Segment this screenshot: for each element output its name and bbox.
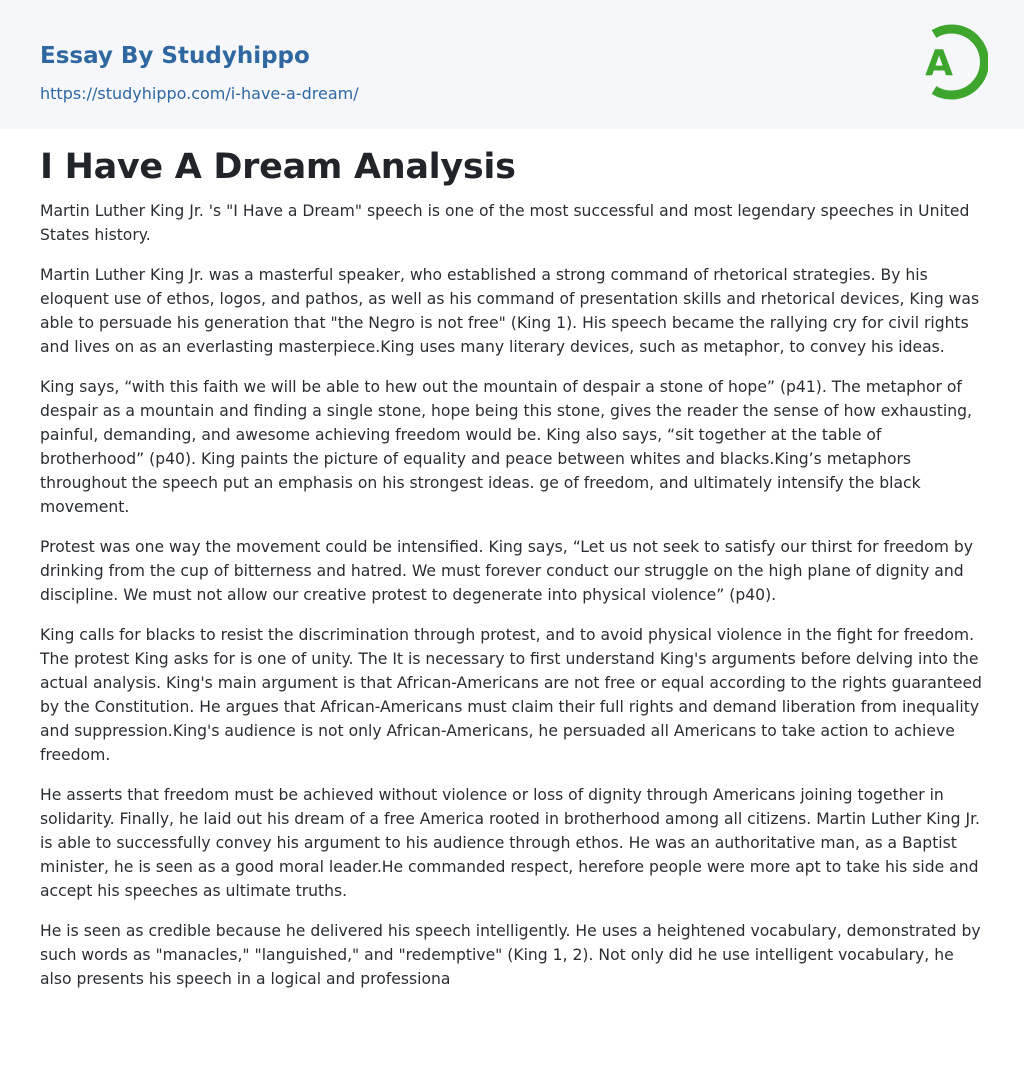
article-title: I Have A Dream Analysis	[40, 147, 516, 187]
paragraph: King calls for blacks to resist the discrimination through protest, and to avoid physical violence in the fight for freedom. The protest King asks for is one of unity. The It is necessary to first understand King's arguments before delving into the actual analysis. King's main argument is that African-Americans are not free or equal according to the rights guaranteed by the Constitution. He argues that African-Americans must claim their full rights and demand liberation from inequality and suppression.King's audience is not only African-Americans, he persuaded all Americans to take action to achieve freedom.	[40, 626, 982, 764]
studyhippo-logo-icon[interactable]	[912, 18, 988, 106]
logo-letter: A	[925, 43, 953, 84]
paragraph: Martin Luther King Jr. 's "I Have a Dream" speech is one of the most successful and most legendary speeches in United States history.	[40, 202, 970, 244]
paragraph: He asserts that freedom must be achieved without violence or loss of dignity through Americans joining together in solidarity. Finally, he laid out his dream of a free America rooted in brotherhood among all citizens. Martin Luther King Jr. is able to successfully convey his argument to his audience through ethos. He was an authoritative man, as a Baptist minister, he is seen as a good moral leader.He commanded respect, herefore people were more apt to take his side and accept his speeches as ultimate truths.	[40, 786, 981, 900]
paragraph: Protest was one way the movement could be intensified. King says, “Let us not seek to satisfy our thirst for freedom by drinking from the cup of bitterness and hatred. We must forever conduct our struggle on the high plane of dignity and discipline. We must not allow our creative protest to degenerate into physical violence” (p40).	[40, 538, 973, 604]
paragraph: Martin Luther King Jr. was a masterful speaker, who established a strong command of rhetorical strategies. By his eloquent use of ethos, logos, and pathos, as well as his command of presentation skills and rhetorical devices, King was able to persuade his generation that "the Negro is not free" (King 1). His speech became the rallying cry for civil rights and lives on as an everlasting masterpiece.King uses many literary devices, such as metaphor, to convey his ideas.	[40, 266, 980, 356]
source-url-link[interactable]: https://studyhippo.com/i-have-a-dream/	[40, 84, 359, 103]
brand-title[interactable]: Essay By Studyhippo	[40, 43, 310, 69]
paragraph: He is seen as credible because he delivered his speech intelligently. He uses a heightened vocabulary, demonstrated by such words as "manacles," "languished," and "redemptive" (King 1, 2). Not only did he use intelligent vocabulary, he also presents his speech in a logical and professiona	[40, 922, 981, 988]
page-header	[0, 0, 1024, 129]
article	[40, 145, 986, 1007]
paragraph: King says, “with this faith we will be able to hew out the mountain of despair a stone of hope” (p41). The metaphor of despair as a mountain and finding a single stone, hope being this stone, gives the reader the sense of how exhausting, painful, demanding, and awesome achieving freedom would be. King also says, “sit together at the table of brotherhood” (p40). King paints the picture of equality and peace between whites and blacks.King’s metaphors throughout the speech put an emphasis on his strongest ideas. ge of freedom, and ultimately intensify the black movement.	[40, 378, 972, 516]
